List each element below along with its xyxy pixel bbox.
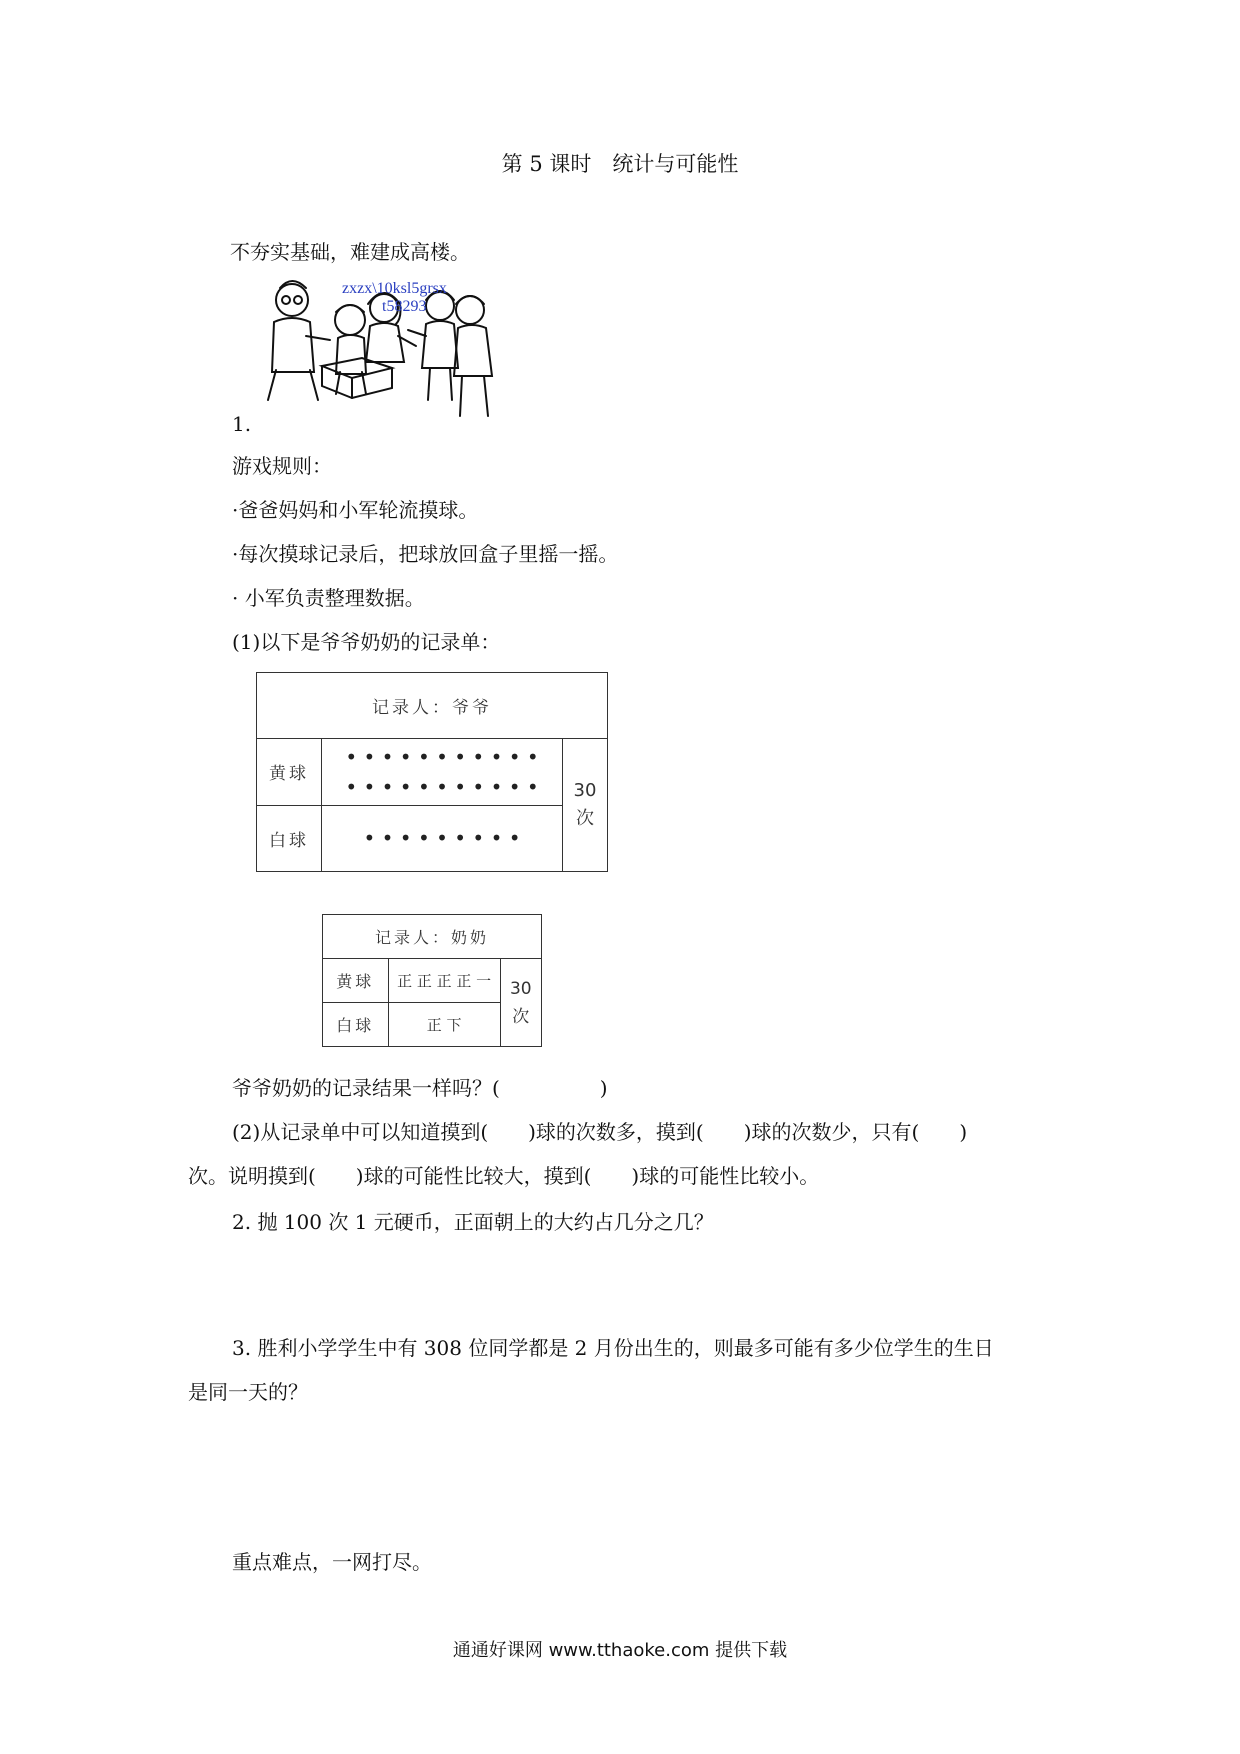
rules-heading: 游戏规则：	[232, 454, 332, 478]
grandpa-table-header: 记录人：爷爷	[257, 673, 608, 739]
dad-figure	[276, 284, 308, 316]
grandma-white-tally: 正 下	[388, 1003, 500, 1047]
grandpa-total-unit: 次	[576, 808, 594, 830]
grandma-total-number: 30	[509, 978, 532, 999]
grandpa-record-table	[256, 672, 608, 872]
rule-item-2: ·每次摸球记录后，把球放回盒子里摇一摇。	[232, 542, 619, 566]
grandpa-total-cell	[563, 739, 608, 872]
grandpa-total-number: 30	[573, 780, 597, 802]
question-1-number: 1.	[232, 412, 252, 436]
compare-question: 爷爷奶奶的记录结果一样吗？( )	[232, 1076, 608, 1100]
page-footer: 通通好课网 www.tthaoke.com 提供下载	[452, 1640, 788, 1661]
yellow-ball-label: 黄球	[257, 739, 322, 805]
grandma-table-header: 记录人：奶奶	[323, 915, 542, 959]
part-2-line-2: 次。说明摸到( )球的可能性比较大，摸到( )球的可能性比较小。	[188, 1164, 820, 1188]
page-title: 第 5 课时 统计与可能性	[501, 152, 739, 176]
yellow-dots-line-1: • • • • • • • • • • •	[345, 744, 539, 769]
section-heading-key-points: 重点难点，一网打尽。	[232, 1550, 432, 1574]
section-heading-basics: 不夯实基础，难建成高楼。	[230, 240, 470, 264]
question-2: 2. 抛 100 次 1 元硬币，正面朝上的大约占几分之几？	[232, 1210, 714, 1234]
grandma-yellow-label: 黄球	[323, 959, 389, 1003]
grandma-total-unit: 次	[512, 1006, 530, 1027]
stamp-line-1: zxzx\10ksl5grsx	[342, 280, 447, 297]
yellow-dots-line-2: • • • • • • • • • • •	[345, 774, 539, 799]
question-3-line-1: 3. 胜利小学学生中有 308 位同学都是 2 月份出生的，则最多可能有多少位学生的生日	[232, 1336, 994, 1360]
watermark-stamp	[342, 280, 447, 316]
part-2-line-1: (2)从记录单中可以知道摸到( )球的次数多，摸到( )球的次数少，只有( )	[232, 1120, 968, 1144]
grandma-yellow-tally: 正 正 正 正 一	[388, 959, 500, 1003]
grandma-white-label: 白球	[323, 1003, 389, 1047]
white-ball-label: 白球	[257, 805, 322, 871]
stamp-line-2: t58293	[382, 298, 427, 315]
question-3-line-2: 是同一天的？	[188, 1380, 308, 1404]
part-1-prompt: (1)以下是爷爷奶奶的记录单：	[232, 630, 501, 654]
grandma-total-cell	[500, 959, 541, 1047]
yellow-ball-record	[322, 739, 563, 805]
grandma-record-table	[322, 914, 542, 1047]
white-ball-record	[322, 805, 563, 871]
rule-item-3: · 小军负责整理数据。	[232, 586, 425, 610]
rule-item-1: ·爸爸妈妈和小军轮流摸球。	[232, 498, 479, 522]
white-dots-line-1: • • • • • • • • •	[363, 826, 521, 851]
